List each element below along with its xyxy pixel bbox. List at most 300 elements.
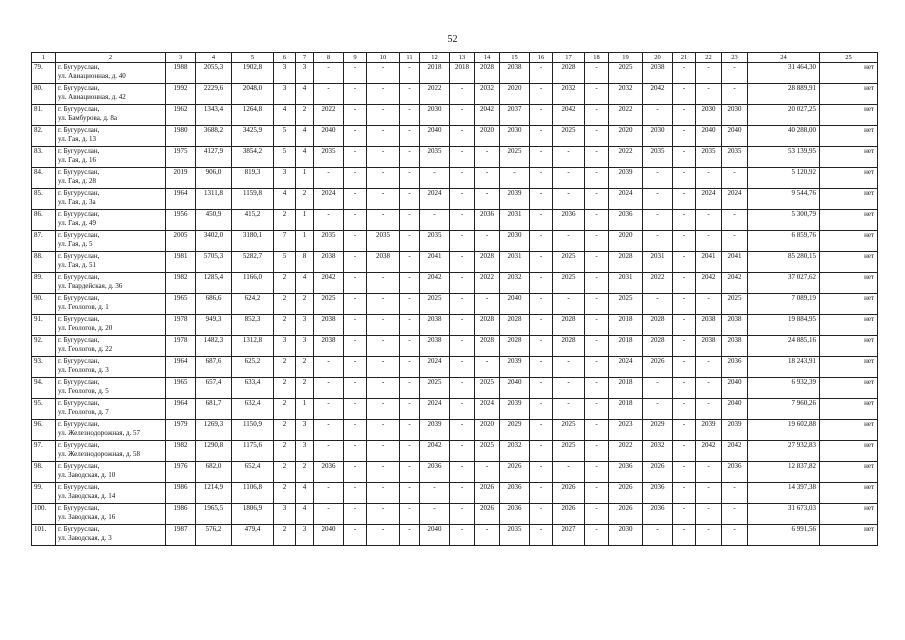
table-cell: - bbox=[673, 399, 696, 420]
table-cell: 2042 bbox=[722, 441, 748, 462]
table-cell: 2040 bbox=[722, 378, 748, 399]
table-row bbox=[32, 147, 878, 168]
address-city: г. Бугуруслан, bbox=[58, 189, 100, 197]
address-street: ул. Геологов, д. 3 bbox=[58, 366, 109, 374]
flag-cell: нет bbox=[820, 210, 878, 231]
table-cell: 3 bbox=[296, 420, 314, 441]
table-cell: - bbox=[553, 378, 585, 399]
table-cell: 2042 bbox=[553, 105, 585, 126]
table-cell: - bbox=[530, 378, 553, 399]
table-cell: 2028 bbox=[553, 63, 585, 84]
address-city: г. Бугуруслан, bbox=[58, 252, 100, 260]
table-cell: 819,3 bbox=[232, 168, 274, 189]
flag-cell: нет bbox=[820, 483, 878, 504]
table-cell: - bbox=[553, 462, 585, 483]
table-cell: 2031 bbox=[609, 273, 643, 294]
address-street: ул. Авиационная, д. 42 bbox=[58, 93, 126, 101]
cost-cell: 5 300,79 bbox=[748, 210, 820, 231]
table-cell: 2 bbox=[296, 294, 314, 315]
address-city: г. Бугуруслан, bbox=[58, 357, 100, 365]
table-cell: 2035 bbox=[500, 525, 530, 546]
address-cell bbox=[56, 105, 166, 126]
table-cell: 2040 bbox=[722, 126, 748, 147]
table-cell: 2030 bbox=[420, 105, 450, 126]
table-cell: - bbox=[696, 378, 722, 399]
table-cell: - bbox=[530, 126, 553, 147]
table-cell: - bbox=[344, 168, 367, 189]
table-cell: - bbox=[450, 168, 475, 189]
address-cell bbox=[56, 210, 166, 231]
column-header: 19 bbox=[609, 53, 643, 63]
table-cell: - bbox=[450, 105, 475, 126]
address-street: ул. Заводская, д. 16 bbox=[58, 513, 116, 521]
table-cell: - bbox=[314, 420, 344, 441]
table-cell: 2025 bbox=[475, 378, 500, 399]
column-header: 14 bbox=[475, 53, 500, 63]
table-cell: - bbox=[344, 294, 367, 315]
cost-cell: 12 837,82 bbox=[748, 462, 820, 483]
table-cell: - bbox=[585, 378, 609, 399]
table-cell: - bbox=[400, 168, 420, 189]
table-cell: - bbox=[450, 189, 475, 210]
cost-cell: 19 884,95 bbox=[748, 315, 820, 336]
table-cell: - bbox=[344, 315, 367, 336]
table-cell: 3688,2 bbox=[196, 126, 232, 147]
table-cell: 2030 bbox=[722, 105, 748, 126]
address-city: г. Бугуруслан, bbox=[58, 147, 100, 155]
table-cell: - bbox=[475, 357, 500, 378]
table-cell: - bbox=[553, 357, 585, 378]
table-cell: - bbox=[530, 252, 553, 273]
table-cell: - bbox=[585, 294, 609, 315]
table-cell: - bbox=[585, 441, 609, 462]
table-cell: - bbox=[475, 462, 500, 483]
column-header: 1 bbox=[32, 53, 56, 63]
column-header: 22 bbox=[696, 53, 722, 63]
table-cell: - bbox=[400, 210, 420, 231]
table-cell: 2041 bbox=[420, 252, 450, 273]
page-number: 52 bbox=[447, 34, 458, 45]
address-cell bbox=[56, 399, 166, 420]
table-cell: - bbox=[722, 525, 748, 546]
table-row bbox=[32, 189, 878, 210]
table-cell: 5 bbox=[274, 126, 296, 147]
table-cell: 1902,8 bbox=[232, 63, 274, 84]
table-cell: 3 bbox=[274, 504, 296, 525]
table-cell: 2024 bbox=[609, 189, 643, 210]
table-cell: - bbox=[475, 147, 500, 168]
table-cell: 2029 bbox=[500, 420, 530, 441]
table-cell: - bbox=[450, 441, 475, 462]
row-number: 85. bbox=[32, 189, 56, 210]
table-cell: 2026 bbox=[553, 504, 585, 525]
table-cell: - bbox=[530, 315, 553, 336]
table-cell: 2039 bbox=[500, 357, 530, 378]
address-cell bbox=[56, 252, 166, 273]
flag-cell: нет bbox=[820, 378, 878, 399]
table-cell: 2035 bbox=[420, 231, 450, 252]
table-cell: - bbox=[530, 399, 553, 420]
table-cell: - bbox=[530, 168, 553, 189]
table-cell: - bbox=[722, 483, 748, 504]
table-cell: - bbox=[585, 189, 609, 210]
table-cell: - bbox=[314, 399, 344, 420]
table-cell: 2025 bbox=[420, 294, 450, 315]
row-number: 80. bbox=[32, 84, 56, 105]
table-cell: 2024 bbox=[475, 399, 500, 420]
table-cell: 2026 bbox=[475, 504, 500, 525]
table-cell: - bbox=[696, 462, 722, 483]
column-header: 17 bbox=[553, 53, 585, 63]
table-cell: 1962 bbox=[166, 105, 196, 126]
table-cell: 2036 bbox=[553, 210, 585, 231]
address-street: ул. Гая, д. 49 bbox=[58, 219, 96, 227]
table-cell: 2030 bbox=[500, 231, 530, 252]
table-cell: 2036 bbox=[643, 504, 673, 525]
table-cell: - bbox=[314, 63, 344, 84]
table-cell: 2036 bbox=[609, 462, 643, 483]
table-cell: 2027 bbox=[553, 525, 585, 546]
table-row bbox=[32, 462, 878, 483]
table-cell: 2 bbox=[274, 483, 296, 504]
row-number: 79. bbox=[32, 63, 56, 84]
table-cell: 4 bbox=[296, 126, 314, 147]
table-cell: - bbox=[400, 483, 420, 504]
table-cell: 3 bbox=[296, 525, 314, 546]
table-cell: - bbox=[530, 462, 553, 483]
table-cell: 2041 bbox=[722, 252, 748, 273]
flag-cell: нет bbox=[820, 525, 878, 546]
row-number: 81. bbox=[32, 105, 56, 126]
address-city: г. Бугуруслан, bbox=[58, 273, 100, 281]
table-row bbox=[32, 168, 878, 189]
address-cell bbox=[56, 189, 166, 210]
table-cell: - bbox=[314, 210, 344, 231]
table-cell: 2040 bbox=[696, 126, 722, 147]
table-cell: - bbox=[344, 483, 367, 504]
address-cell bbox=[56, 420, 166, 441]
table-cell: - bbox=[450, 294, 475, 315]
table-cell: 1987 bbox=[166, 525, 196, 546]
table-cell: - bbox=[673, 315, 696, 336]
table-row bbox=[32, 441, 878, 462]
table-cell: 2038 bbox=[696, 336, 722, 357]
flag-cell: нет bbox=[820, 189, 878, 210]
table-cell: - bbox=[643, 105, 673, 126]
table-cell: 2 bbox=[274, 294, 296, 315]
table-cell: 2025 bbox=[420, 378, 450, 399]
table-cell: - bbox=[400, 336, 420, 357]
table-row bbox=[32, 63, 878, 84]
table-cell: 2036 bbox=[722, 357, 748, 378]
address-street: ул. Авиационная, д. 40 bbox=[58, 72, 126, 80]
table-cell: 1343,4 bbox=[196, 105, 232, 126]
address-street: ул. Геологов, д. 5 bbox=[58, 387, 109, 395]
table-cell: 2024 bbox=[420, 399, 450, 420]
table-cell: 2026 bbox=[553, 483, 585, 504]
table-cell: 2036 bbox=[722, 462, 748, 483]
column-header: 9 bbox=[344, 53, 367, 63]
table-row bbox=[32, 252, 878, 273]
table-cell: - bbox=[475, 231, 500, 252]
address-cell bbox=[56, 483, 166, 504]
table-cell: - bbox=[722, 84, 748, 105]
table-cell: - bbox=[530, 210, 553, 231]
column-header: 12 bbox=[420, 53, 450, 63]
table-cell: - bbox=[530, 357, 553, 378]
column-header: 24 bbox=[748, 53, 820, 63]
table-cell: - bbox=[450, 378, 475, 399]
address-city: г. Бугуруслан, bbox=[58, 483, 100, 491]
table-cell: - bbox=[585, 504, 609, 525]
table-cell: 2030 bbox=[609, 525, 643, 546]
table-cell: - bbox=[400, 315, 420, 336]
address-street: ул. Геологов, д. 20 bbox=[58, 324, 113, 332]
table-cell: 4 bbox=[274, 105, 296, 126]
table-cell: - bbox=[344, 210, 367, 231]
table-cell: - bbox=[367, 357, 400, 378]
table-cell: - bbox=[450, 483, 475, 504]
table-cell: 1979 bbox=[166, 420, 196, 441]
table-cell: - bbox=[585, 105, 609, 126]
table-cell: - bbox=[673, 168, 696, 189]
table-cell: 2055,3 bbox=[196, 63, 232, 84]
table-cell: 1964 bbox=[166, 189, 196, 210]
column-header: 23 bbox=[722, 53, 748, 63]
table-cell: 4 bbox=[296, 273, 314, 294]
table-cell: - bbox=[696, 399, 722, 420]
table-cell: 2040 bbox=[420, 126, 450, 147]
table-cell: 2 bbox=[274, 315, 296, 336]
address-cell bbox=[56, 273, 166, 294]
table-cell: - bbox=[643, 168, 673, 189]
address-city: г. Бугуруслан, bbox=[58, 84, 100, 92]
housing-register-table bbox=[31, 52, 878, 546]
table-cell: 2026 bbox=[609, 504, 643, 525]
table-cell: 1964 bbox=[166, 399, 196, 420]
flag-cell: нет bbox=[820, 84, 878, 105]
table-cell: 1290,8 bbox=[196, 441, 232, 462]
table-cell: 2038 bbox=[420, 336, 450, 357]
table-cell: - bbox=[344, 147, 367, 168]
table-cell: - bbox=[585, 315, 609, 336]
address-cell bbox=[56, 336, 166, 357]
table-cell: - bbox=[673, 504, 696, 525]
table-cell: 415,2 bbox=[232, 210, 274, 231]
address-city: г. Бугуруслан, bbox=[58, 441, 100, 449]
table-row bbox=[32, 294, 878, 315]
table-cell: - bbox=[344, 252, 367, 273]
table-cell: 1150,9 bbox=[232, 420, 274, 441]
table-cell: 2 bbox=[274, 525, 296, 546]
table-cell: - bbox=[420, 483, 450, 504]
table-cell: 2038 bbox=[722, 336, 748, 357]
table-row bbox=[32, 357, 878, 378]
address-cell bbox=[56, 504, 166, 525]
row-number: 84. bbox=[32, 168, 56, 189]
table-cell: - bbox=[530, 189, 553, 210]
table-cell: 2028 bbox=[475, 336, 500, 357]
table-cell: 1159,8 bbox=[232, 189, 274, 210]
table-cell: 2036 bbox=[475, 210, 500, 231]
table-cell: - bbox=[450, 126, 475, 147]
table-cell: 8 bbox=[296, 252, 314, 273]
table-cell: 1 bbox=[296, 399, 314, 420]
table-cell: 2031 bbox=[500, 252, 530, 273]
table-cell: 2026 bbox=[643, 462, 673, 483]
table-cell: 479,4 bbox=[232, 525, 274, 546]
table-cell: - bbox=[344, 231, 367, 252]
cost-cell: 7 089,19 bbox=[748, 294, 820, 315]
address-street: ул. Гая, д. 13 bbox=[58, 135, 96, 143]
table-cell: - bbox=[450, 315, 475, 336]
table-cell: 2 bbox=[296, 357, 314, 378]
table-cell: 4 bbox=[296, 84, 314, 105]
table-cell: 5705,3 bbox=[196, 252, 232, 273]
table-cell: 1980 bbox=[166, 126, 196, 147]
table-cell: - bbox=[585, 126, 609, 147]
table-row bbox=[32, 315, 878, 336]
table-cell: 1986 bbox=[166, 483, 196, 504]
table-cell: 682,0 bbox=[196, 462, 232, 483]
cost-cell: 7 960,26 bbox=[748, 399, 820, 420]
table-cell: 4 bbox=[274, 189, 296, 210]
table-cell: 2042 bbox=[314, 273, 344, 294]
table-cell: - bbox=[696, 504, 722, 525]
table-cell: - bbox=[585, 84, 609, 105]
address-cell bbox=[56, 441, 166, 462]
table-cell: 2039 bbox=[609, 168, 643, 189]
table-cell: - bbox=[344, 441, 367, 462]
column-header: 4 bbox=[196, 53, 232, 63]
table-cell: - bbox=[344, 273, 367, 294]
table-cell: 2035 bbox=[696, 147, 722, 168]
address-cell bbox=[56, 84, 166, 105]
table-cell: - bbox=[530, 336, 553, 357]
table-cell: 5282,7 bbox=[232, 252, 274, 273]
table-cell: - bbox=[585, 420, 609, 441]
table-cell: 2036 bbox=[314, 462, 344, 483]
address-cell bbox=[56, 378, 166, 399]
table-cell: 686,6 bbox=[196, 294, 232, 315]
table-cell: 2018 bbox=[450, 63, 475, 84]
row-number: 98. bbox=[32, 462, 56, 483]
table-cell: 1285,4 bbox=[196, 273, 232, 294]
address-street: ул. Гая, д. 3а bbox=[58, 198, 96, 206]
table-cell: - bbox=[530, 483, 553, 504]
table-cell: - bbox=[643, 210, 673, 231]
table-cell: - bbox=[585, 168, 609, 189]
table-cell: - bbox=[344, 126, 367, 147]
table-row bbox=[32, 231, 878, 252]
table-cell: - bbox=[696, 63, 722, 84]
table-cell: - bbox=[367, 168, 400, 189]
table-cell: 2036 bbox=[643, 483, 673, 504]
row-number: 93. bbox=[32, 357, 56, 378]
table-cell: 1992 bbox=[166, 84, 196, 105]
table-cell: - bbox=[673, 189, 696, 210]
column-header: 21 bbox=[673, 53, 696, 63]
table-cell: 3 bbox=[296, 315, 314, 336]
row-number: 83. bbox=[32, 147, 56, 168]
address-cell bbox=[56, 63, 166, 84]
table-cell: 1264,8 bbox=[232, 105, 274, 126]
table-cell: - bbox=[367, 378, 400, 399]
table-cell: - bbox=[673, 420, 696, 441]
table-cell: - bbox=[553, 231, 585, 252]
table-cell: 2 bbox=[274, 210, 296, 231]
cost-cell: 24 885,16 bbox=[748, 336, 820, 357]
table-cell: 2030 bbox=[643, 126, 673, 147]
table-cell: 1976 bbox=[166, 462, 196, 483]
table-cell: - bbox=[400, 525, 420, 546]
table-cell: 2039 bbox=[500, 189, 530, 210]
cost-cell: 28 889,91 bbox=[748, 84, 820, 105]
address-street: ул. Гая, д. 5 bbox=[58, 240, 93, 248]
table-cell: 1975 bbox=[166, 147, 196, 168]
table-row bbox=[32, 336, 878, 357]
flag-cell: нет bbox=[820, 357, 878, 378]
table-cell: - bbox=[673, 378, 696, 399]
table-cell: 2030 bbox=[696, 105, 722, 126]
table-cell: - bbox=[367, 441, 400, 462]
table-cell: 2032 bbox=[500, 273, 530, 294]
table-cell: - bbox=[314, 441, 344, 462]
table-cell: - bbox=[673, 84, 696, 105]
table-cell: 949,3 bbox=[196, 315, 232, 336]
column-number-header bbox=[32, 53, 878, 63]
table-cell: - bbox=[400, 63, 420, 84]
table-cell: - bbox=[367, 273, 400, 294]
table-cell: - bbox=[400, 378, 420, 399]
address-cell bbox=[56, 168, 166, 189]
table-cell: 2025 bbox=[553, 441, 585, 462]
table-cell: - bbox=[530, 294, 553, 315]
table-cell: - bbox=[722, 210, 748, 231]
table-cell: 2024 bbox=[722, 189, 748, 210]
table-cell: 2020 bbox=[475, 420, 500, 441]
table-cell: - bbox=[367, 525, 400, 546]
table-cell: - bbox=[367, 126, 400, 147]
table-cell: 1965,5 bbox=[196, 504, 232, 525]
table-cell: 1981 bbox=[166, 252, 196, 273]
table-cell: - bbox=[367, 504, 400, 525]
table-cell: - bbox=[673, 525, 696, 546]
table-cell: 1982 bbox=[166, 273, 196, 294]
address-city: г. Бугуруслан, bbox=[58, 525, 100, 533]
table-cell: 2040 bbox=[500, 378, 530, 399]
table-cell: 624,2 bbox=[232, 294, 274, 315]
table-cell: - bbox=[696, 84, 722, 105]
table-cell: 2038 bbox=[643, 63, 673, 84]
table-cell: 2032 bbox=[609, 84, 643, 105]
table-cell: 2025 bbox=[553, 273, 585, 294]
table-cell: - bbox=[367, 483, 400, 504]
table-cell: 2039 bbox=[500, 399, 530, 420]
table-cell: - bbox=[553, 147, 585, 168]
table-cell: 3 bbox=[274, 84, 296, 105]
table-cell: 2036 bbox=[420, 462, 450, 483]
table-cell: 2032 bbox=[553, 84, 585, 105]
table-cell: - bbox=[367, 315, 400, 336]
address-street: ул. Заводская, д. 10 bbox=[58, 471, 116, 479]
table-cell: 2031 bbox=[500, 210, 530, 231]
column-header: 2 bbox=[56, 53, 166, 63]
table-cell: 3180,1 bbox=[232, 231, 274, 252]
table-cell: 2036 bbox=[609, 210, 643, 231]
table-cell: 3854,2 bbox=[232, 147, 274, 168]
table-cell: 2028 bbox=[475, 63, 500, 84]
